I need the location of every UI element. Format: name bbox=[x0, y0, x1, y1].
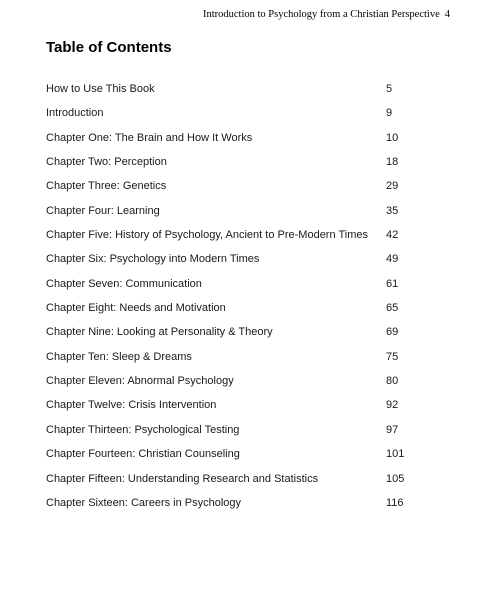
toc-entry-chapter-nine bbox=[46, 320, 446, 344]
toc-entry-chapter-five bbox=[46, 223, 446, 247]
toc-entry-page: 75 bbox=[386, 350, 399, 363]
toc-entry-chapter-seven bbox=[46, 272, 446, 296]
toc-entry-label: Introduction bbox=[46, 107, 104, 120]
toc-entry-chapter-fourteen bbox=[46, 442, 446, 466]
toc-entry-chapter-two bbox=[46, 150, 446, 174]
toc-entry-label: Chapter Nine: Looking at Personality & Theory bbox=[46, 326, 273, 339]
toc-entry-label: Chapter Three: Genetics bbox=[46, 180, 167, 193]
toc-entry-page: 18 bbox=[386, 156, 399, 169]
toc-entry-chapter-twelve bbox=[46, 393, 446, 417]
toc-entry-page: 49 bbox=[386, 253, 399, 266]
toc-entry-chapter-ten bbox=[46, 345, 446, 369]
running-title: Introduction to Psychology from a Christian Perspective bbox=[202, 9, 440, 20]
toc-entry-page: 92 bbox=[386, 399, 399, 412]
running-header bbox=[203, 9, 450, 20]
toc-entry-chapter-one bbox=[46, 126, 446, 150]
toc-entry-introduction bbox=[46, 101, 446, 125]
toc-entry-page: 80 bbox=[386, 375, 399, 388]
toc-entry-label: Chapter Fourteen: Christian Counseling bbox=[46, 448, 240, 461]
toc-entry-label: Chapter Eight: Needs and Motivation bbox=[46, 302, 226, 315]
toc-entry-chapter-eight bbox=[46, 296, 446, 320]
toc-entry-how-to-use bbox=[46, 77, 446, 101]
toc-entry-chapter-three bbox=[46, 174, 446, 198]
toc-entry-page: 10 bbox=[386, 131, 399, 144]
toc-entry-page: 101 bbox=[386, 448, 405, 461]
toc-entry-page: 9 bbox=[386, 107, 393, 120]
toc-entry-chapter-fifteen bbox=[46, 467, 446, 491]
toc-entry-chapter-six bbox=[46, 247, 446, 271]
toc-entry-page: 97 bbox=[386, 423, 399, 436]
toc-entry-chapter-sixteen bbox=[46, 491, 446, 515]
toc-entry-label: Chapter Five: History of Psychology, Ancient to Pre-Modern Times bbox=[46, 229, 368, 242]
toc-entry-label: Chapter Twelve: Crisis Intervention bbox=[46, 399, 217, 412]
toc-entry-page: 105 bbox=[386, 472, 405, 485]
toc-entry-label: Chapter Four: Learning bbox=[46, 204, 160, 217]
toc-entry-page: 5 bbox=[386, 83, 393, 95]
toc-entry-chapter-thirteen bbox=[46, 418, 446, 442]
toc-entry-page: 61 bbox=[386, 277, 399, 290]
toc-entry-page: 42 bbox=[386, 229, 399, 242]
toc-entry-page: 65 bbox=[386, 302, 399, 315]
page-number: 4 bbox=[444, 9, 450, 20]
toc-entry-label: Chapter Two: Perception bbox=[46, 156, 167, 169]
toc-entry-page: 116 bbox=[386, 496, 404, 509]
toc-entry-label: Chapter Thirteen: Psychological Testing bbox=[46, 423, 240, 436]
toc-entry-label: Chapter Seven: Communication bbox=[46, 277, 202, 290]
toc-entry-label: How to Use This Book bbox=[46, 83, 155, 95]
toc-entry-chapter-four bbox=[46, 199, 446, 223]
toc-entry-label: Chapter Fifteen: Understanding Research and Statistics bbox=[46, 472, 319, 485]
toc-entry-label: Chapter One: The Brain and How It Works bbox=[46, 131, 253, 144]
toc-entry-label: Chapter Ten: Sleep & Dreams bbox=[46, 350, 192, 363]
toc-entry-page: 29 bbox=[386, 180, 399, 193]
toc-entry-page: 35 bbox=[386, 204, 399, 217]
toc-entry-page: 69 bbox=[386, 326, 399, 339]
toc-entry-label: Chapter Sixteen: Careers in Psychology bbox=[46, 496, 242, 509]
toc-entry-label: Chapter Eleven: Abnormal Psychology bbox=[46, 375, 234, 388]
toc-entry-chapter-eleven bbox=[46, 369, 446, 393]
toc-list bbox=[46, 77, 446, 515]
toc-entry-label: Chapter Six: Psychology into Modern Times bbox=[46, 253, 260, 266]
toc-title: Table of Contents bbox=[46, 39, 172, 56]
